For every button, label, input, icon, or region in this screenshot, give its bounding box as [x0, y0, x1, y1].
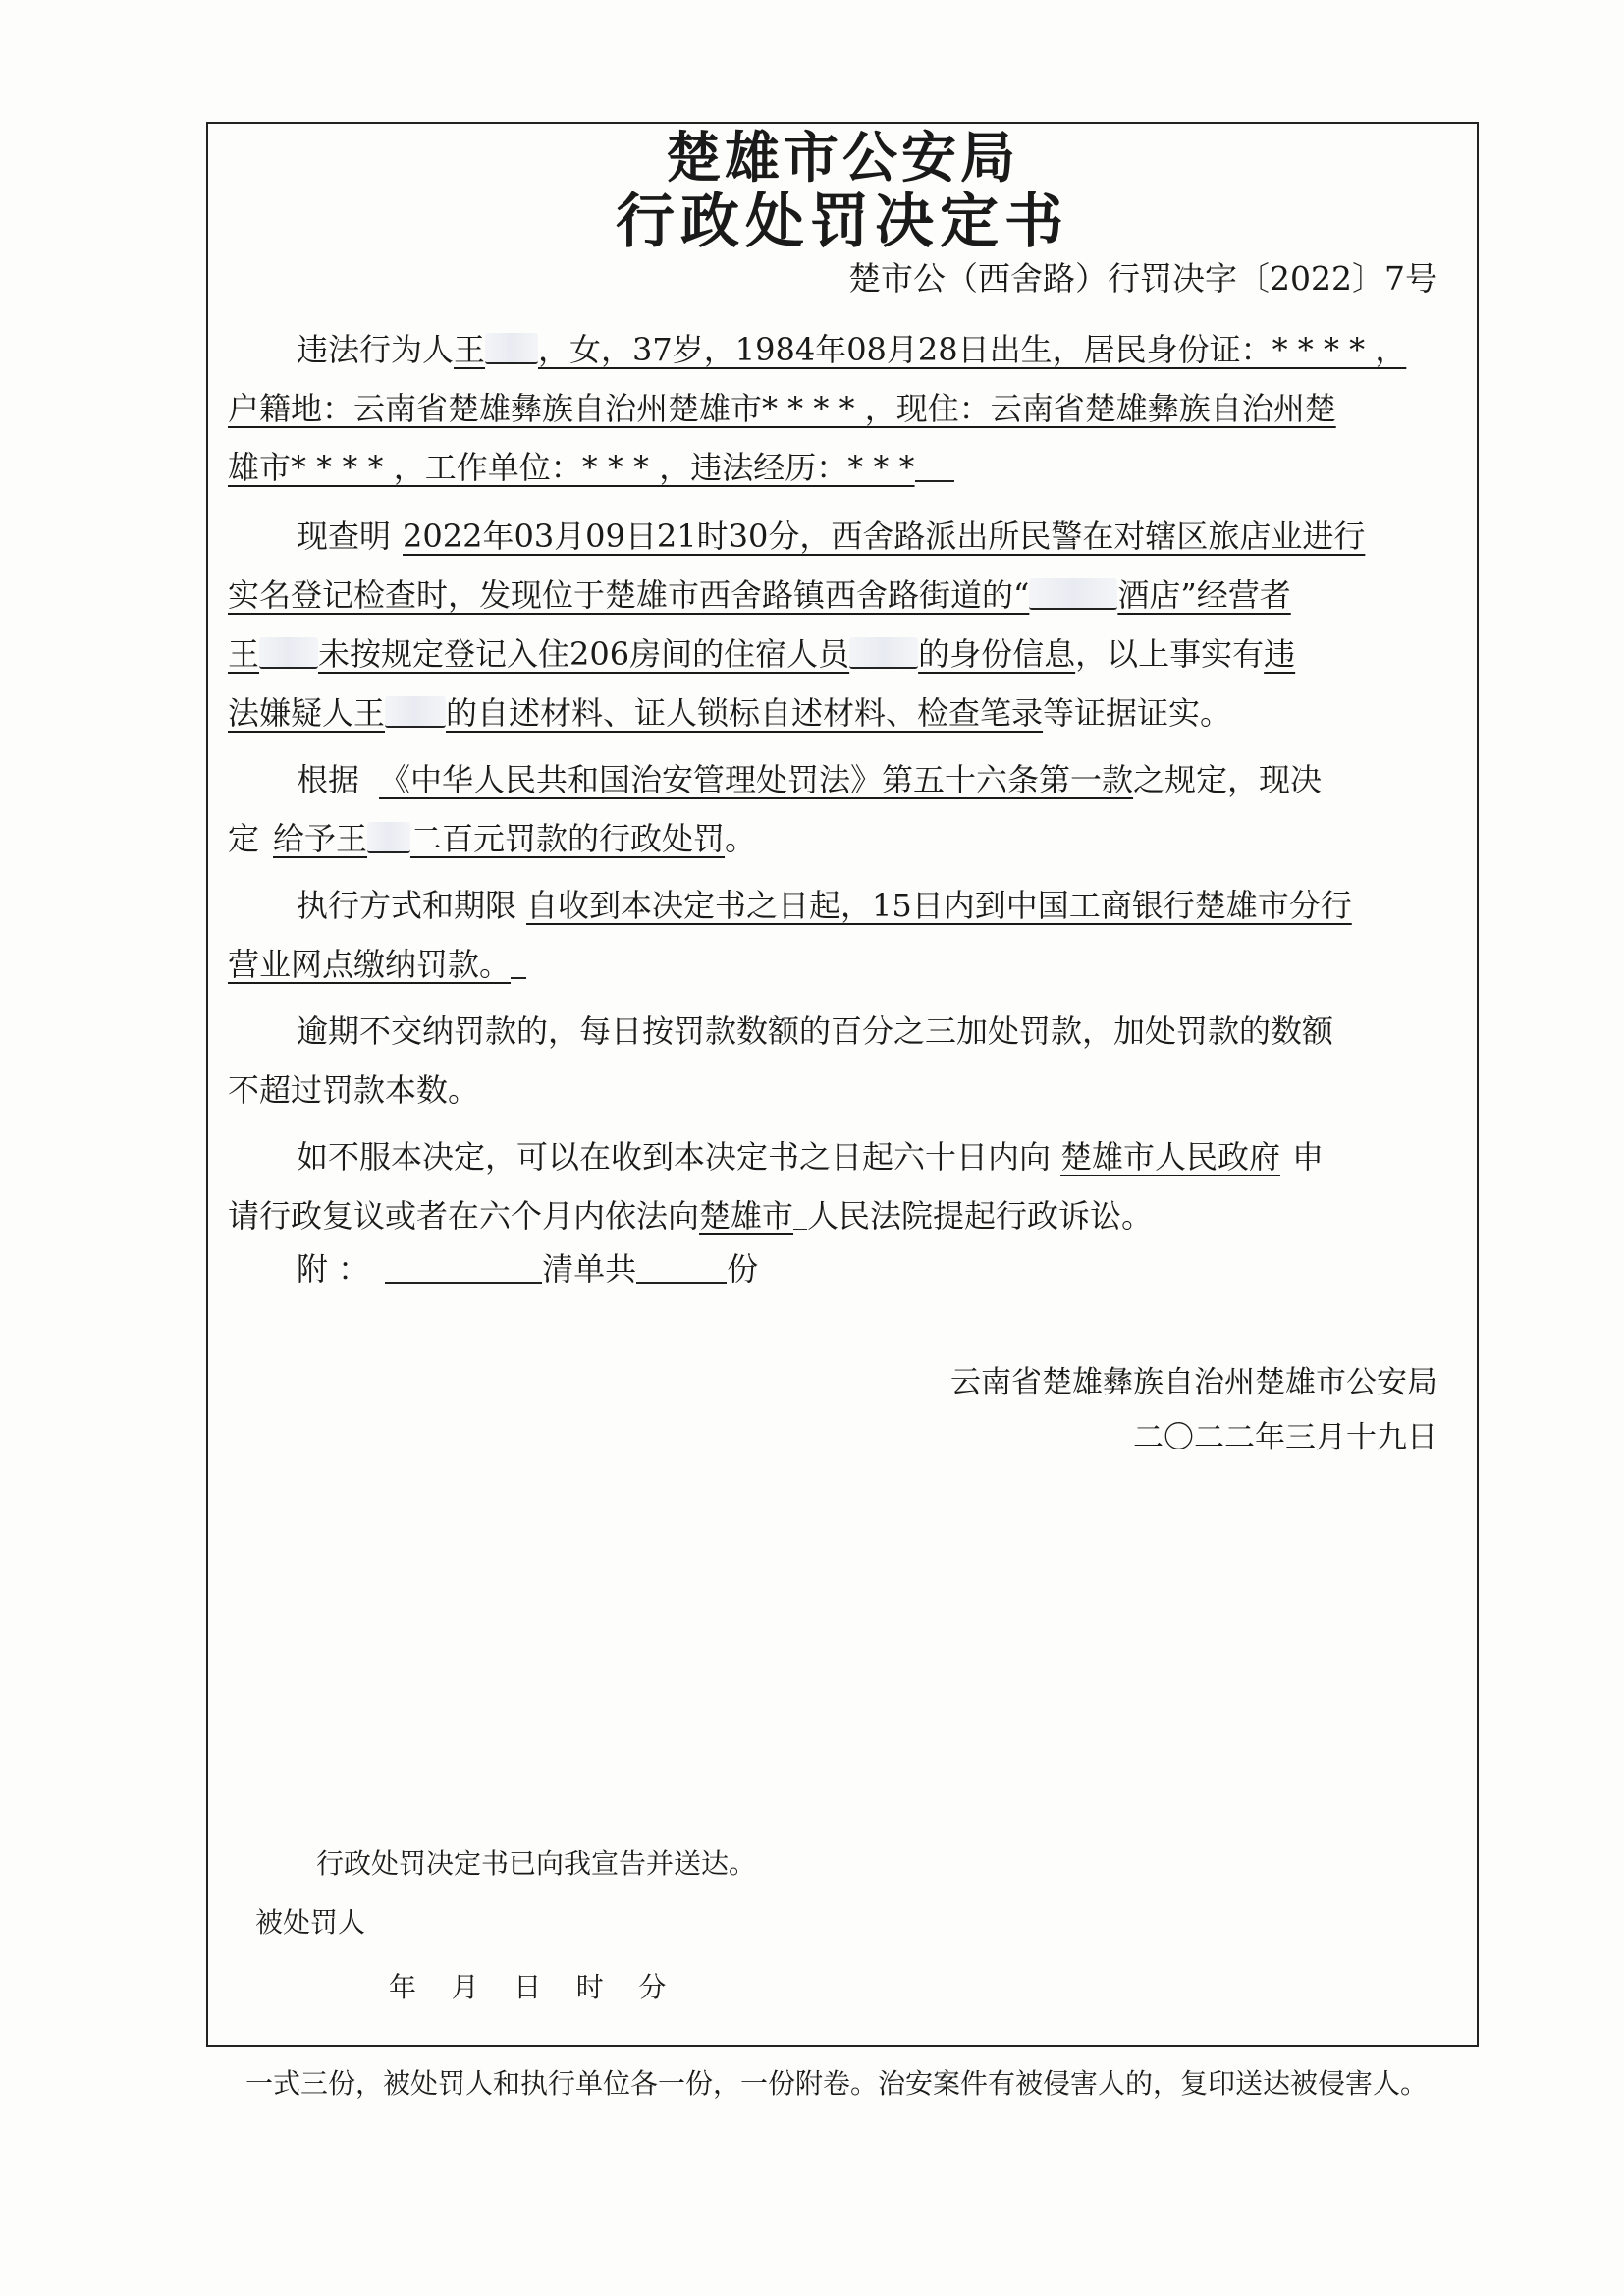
employment-text: 雄市* * * * ，工作单位：* * * ，违法经历：* * *	[228, 449, 915, 486]
p3-line-2	[228, 817, 756, 860]
p1-line-3	[228, 446, 954, 489]
address-text: 户籍地：云南省楚雄彝族自治州楚雄市* * * * ，现住：云南省楚雄彝族自治州楚	[228, 390, 1336, 427]
label: 附 ：	[297, 1250, 370, 1287]
underline-blank	[915, 447, 954, 482]
p6-line-2	[228, 1194, 1153, 1237]
evidence-text: 的自述材料、证人锁标自述材料、检查笔录	[446, 694, 1044, 732]
penalty-text: 二百元罚款的行政处罚	[410, 820, 726, 857]
evidence-text: 等证据证实。	[1043, 694, 1232, 732]
facts-text: ，以上事实有	[1075, 635, 1265, 673]
redaction	[485, 333, 538, 364]
penalty-text: 给予王	[273, 820, 368, 857]
issuing-authority: 云南省楚雄彝族自治州楚雄市公安局	[950, 1365, 1437, 1400]
label: 根据	[297, 761, 360, 798]
p2-line-1	[297, 515, 1365, 558]
facts-text: 未按规定登记入住206房间的住宿人员	[318, 635, 850, 673]
facts-text: 的身份信息	[918, 635, 1076, 673]
label: 之规定，现决	[1133, 761, 1323, 798]
attachment-blank	[385, 1248, 542, 1284]
p1-line-1	[297, 328, 1406, 371]
appeal-text: 如不服本决定，可以在收到本决定书之日起六十日内向	[297, 1138, 1052, 1175]
underline-blank	[511, 944, 526, 979]
document-number: 楚市公（西舍路）行罚决字〔2022〕7号	[848, 259, 1437, 298]
label: 清单共	[542, 1250, 637, 1287]
attachment-line	[297, 1247, 758, 1290]
label: 定	[228, 820, 260, 857]
p2-line-3	[228, 632, 1295, 676]
receipt-time-fields: 年 月 日 时 分	[389, 1971, 667, 2003]
receipt-statement: 行政处罚决定书已向我宣告并送达。	[316, 1847, 757, 1880]
facts-text: 2022年03月09日21时30分，西舍路派出所民警在对辖区旅店业进行	[403, 518, 1366, 555]
review-authority: 楚雄市人民政府	[1060, 1138, 1281, 1175]
p6-line-1	[297, 1135, 1324, 1178]
redaction	[1029, 578, 1117, 610]
facts-text: 王	[228, 635, 260, 673]
p5-line-2	[228, 1068, 479, 1112]
redaction	[849, 637, 918, 669]
payment-terms: 自收到本决定书之日起，15日内到中国工商银行楚雄市分行	[526, 887, 1352, 924]
appeal-text: 申	[1292, 1138, 1325, 1175]
late-fee-text: 不超过罚款本数。	[228, 1071, 480, 1109]
p4-line-2	[228, 943, 526, 986]
document-title: 行政处罚决定书	[616, 188, 1069, 256]
label: 现查明	[297, 518, 392, 555]
label: 执行方式和期限	[297, 887, 517, 924]
copies-blank	[636, 1248, 727, 1284]
p3-line-1	[297, 758, 1322, 801]
recipient-label: 被处罚人	[255, 1906, 366, 1939]
label: 份	[727, 1250, 759, 1287]
offender-name: 王 ，女，37岁，1984年08月28日出生，居民身份证：* * * * ，	[454, 331, 1407, 368]
court-name: 楚雄市	[699, 1197, 794, 1234]
redaction	[367, 822, 410, 853]
appeal-text: 人民法院提起行政诉讼。	[807, 1197, 1154, 1234]
issue-date: 二〇二二年三月十九日	[1133, 1420, 1437, 1455]
p2-line-2	[228, 574, 1291, 617]
p1-line-2	[228, 387, 1336, 430]
legal-basis: 《中华人民共和国治安管理处罚法》第五十六条第一款	[379, 761, 1134, 798]
payment-terms: 营业网点缴纳罚款。	[228, 946, 512, 983]
redaction	[259, 637, 318, 669]
redaction	[385, 696, 446, 728]
appeal-text: 请行政复议或者在六个月内依法向	[228, 1197, 700, 1234]
evidence-text: 违	[1264, 635, 1296, 673]
underline-blank	[793, 1195, 807, 1230]
p5-line-1	[297, 1010, 1333, 1053]
label: 。	[725, 820, 757, 857]
label: 违法行为人	[297, 331, 455, 368]
evidence-text: 法嫌疑人王	[228, 694, 386, 732]
p2-line-4	[228, 691, 1231, 735]
facts-text: 酒店”经营者	[1117, 576, 1291, 614]
facts-text: 实名登记检查时，发现位于楚雄市西舍路镇西舍路街道的“	[228, 576, 1030, 614]
p4-line-1	[297, 884, 1352, 927]
late-fee-text: 逾期不交纳罚款的，每日按罚款数额的百分之三加处罚款，加处罚款的数额	[297, 1012, 1334, 1050]
footer-note: 一式三份，被处罚人和执行单位各一份，一份附卷。治安案件有被侵害人的，复印送达被侵害人。	[245, 2067, 1429, 2100]
agency-title: 楚雄市公安局	[666, 126, 1019, 191]
